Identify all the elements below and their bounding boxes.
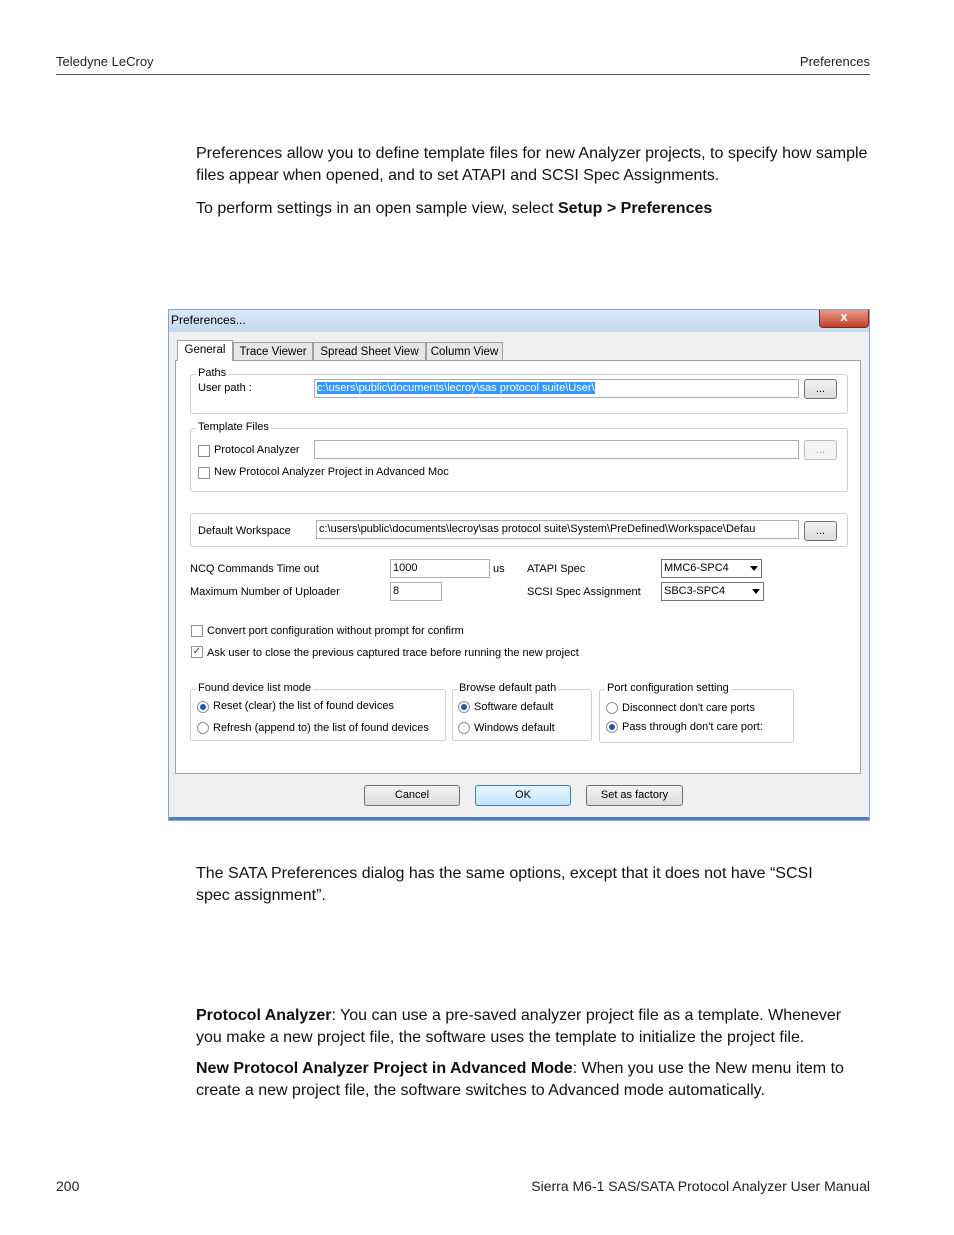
ncq-timeout-unit: us xyxy=(493,563,505,575)
ncq-timeout-label: NCQ Commands Time out xyxy=(190,563,319,575)
refresh-found-devices-radio[interactable] xyxy=(197,722,209,734)
tab-spread-sheet-view[interactable]: Spread Sheet View xyxy=(313,342,426,360)
atapi-spec-label: ATAPI Spec xyxy=(527,563,586,575)
pass-through-ports-label: Pass through don't care port: xyxy=(622,721,763,733)
atapi-spec-select[interactable] xyxy=(661,559,762,578)
protocol-analyzer-browse-button[interactable]: ... xyxy=(804,440,837,460)
advanced-mode-description xyxy=(196,1058,870,1102)
tab-column-view[interactable]: Column View xyxy=(426,342,503,360)
ask-user-label: Ask user to close the previous captured trace before running the new project xyxy=(207,647,579,659)
cancel-button[interactable]: Cancel xyxy=(364,785,460,806)
protocol-analyzer-description xyxy=(196,1005,870,1049)
new-project-advanced-label: New Protocol Analyzer Project in Advanced Moc xyxy=(214,466,449,478)
tab-general[interactable]: General xyxy=(177,340,233,361)
intro-instruction xyxy=(196,198,868,220)
template-files-group xyxy=(190,428,848,492)
reset-found-devices-label: Reset (clear) the list of found devices xyxy=(213,700,394,712)
user-path-input[interactable] xyxy=(314,379,799,398)
intro-instruction-text: To perform settings in an open sample view, select xyxy=(196,200,558,217)
max-uploader-input[interactable]: 8 xyxy=(390,582,442,601)
reset-found-devices-radio[interactable] xyxy=(197,701,209,713)
scsi-spec-select[interactable] xyxy=(661,582,764,601)
convert-port-checkbox[interactable] xyxy=(191,625,203,637)
preferences-dialog xyxy=(168,309,870,821)
set-as-factory-button[interactable]: Set as factory xyxy=(586,785,683,806)
intro-instruction-menu: Setup > Preferences xyxy=(557,200,713,217)
sata-note: The SATA Preferences dialog has the same options, except that it does not have “SCSI spec assignment”. xyxy=(196,865,813,904)
close-button[interactable] xyxy=(819,309,869,328)
advanced-mode-term: New Protocol Analyzer Project in Advanced Mode xyxy=(196,1060,573,1077)
scsi-spec-label: SCSI Spec Assignment xyxy=(527,586,641,598)
general-tab-panel xyxy=(175,360,861,774)
found-device-group-label: Found device list mode xyxy=(198,682,312,694)
convert-port-label: Convert port configuration without prompt for confirm xyxy=(207,625,464,637)
close-icon: x xyxy=(840,309,848,324)
dialog-bottom-border xyxy=(169,817,869,820)
refresh-found-devices-label: Refresh (append to) the list of found devices xyxy=(213,722,429,734)
user-path-label: User path : xyxy=(198,382,252,394)
new-project-advanced-checkbox[interactable] xyxy=(198,467,210,479)
disconnect-ports-label: Disconnect don't care ports xyxy=(622,702,755,714)
pass-through-ports-radio[interactable] xyxy=(606,721,618,733)
port-config-group xyxy=(599,689,794,743)
ok-button[interactable]: OK xyxy=(475,785,571,806)
default-workspace-browse-button[interactable]: ... xyxy=(804,521,837,541)
protocol-analyzer-term: Protocol Analyzer xyxy=(196,1007,332,1024)
protocol-analyzer-template-input[interactable] xyxy=(314,440,799,459)
manual-title: Sierra M6-1 SAS/SATA Protocol Analyzer User Manual xyxy=(531,1178,870,1194)
checkmark-icon: ✓ xyxy=(192,646,202,657)
scsi-spec-value: SBC3-SPC4 xyxy=(664,585,726,597)
header-left: Teledyne LeCroy xyxy=(56,54,154,69)
default-workspace-label: Default Workspace xyxy=(198,525,291,537)
protocol-analyzer-label: Protocol Analyzer xyxy=(214,444,300,456)
intro-paragraph: Preferences allow you to define template files for new Analyzer projects, to specify how sample files appear when opened, and to set ATAPI and SCSI Spec Assignments. xyxy=(196,145,868,184)
ask-user-checkbox[interactable] xyxy=(191,646,203,658)
dialog-title-bar xyxy=(169,310,869,332)
disconnect-ports-radio[interactable] xyxy=(606,702,618,714)
header-rule xyxy=(56,74,870,75)
software-default-label: Software default xyxy=(474,701,554,713)
windows-default-label: Windows default xyxy=(474,722,555,734)
default-workspace-input[interactable]: c:\users\public\documents\lecroy\sas protocol suite\System\PreDefined\Workspace\Defau xyxy=(316,520,799,539)
ncq-timeout-input[interactable]: 1000 xyxy=(390,559,490,578)
header-right: Preferences xyxy=(799,54,870,69)
protocol-analyzer-text: : You can use a pre-saved analyzer project file as a template. Whenever you make a new project file, the software uses the template to initialize the project file. xyxy=(196,1007,842,1046)
port-config-group-label: Port configuration setting xyxy=(607,682,729,694)
user-path-browse-button[interactable]: ... xyxy=(804,379,837,399)
tab-trace-viewer[interactable]: Trace Viewer xyxy=(233,342,313,360)
max-uploader-label: Maximum Number of Uploader xyxy=(190,586,340,598)
browse-default-path-group-label: Browse default path xyxy=(459,682,557,694)
dialog-title: Preferences... xyxy=(171,313,246,327)
page-number: 200 xyxy=(56,1178,80,1194)
windows-default-radio[interactable] xyxy=(458,722,470,734)
user-path-value: c:\users\public\documents\lecroy\sas protocol suite\User\ xyxy=(317,382,595,394)
chevron-down-icon xyxy=(752,589,760,594)
paths-group-label: Paths xyxy=(198,367,227,379)
chevron-down-icon xyxy=(750,566,758,571)
atapi-spec-value: MMC6-SPC4 xyxy=(664,562,729,574)
software-default-radio[interactable] xyxy=(458,701,470,713)
advanced-mode-text: : When you use the New menu item to create a new project file, the software switches to Advanced mode automatically. xyxy=(196,1060,844,1099)
template-files-group-label: Template Files xyxy=(198,421,269,433)
protocol-analyzer-checkbox[interactable] xyxy=(198,445,210,457)
